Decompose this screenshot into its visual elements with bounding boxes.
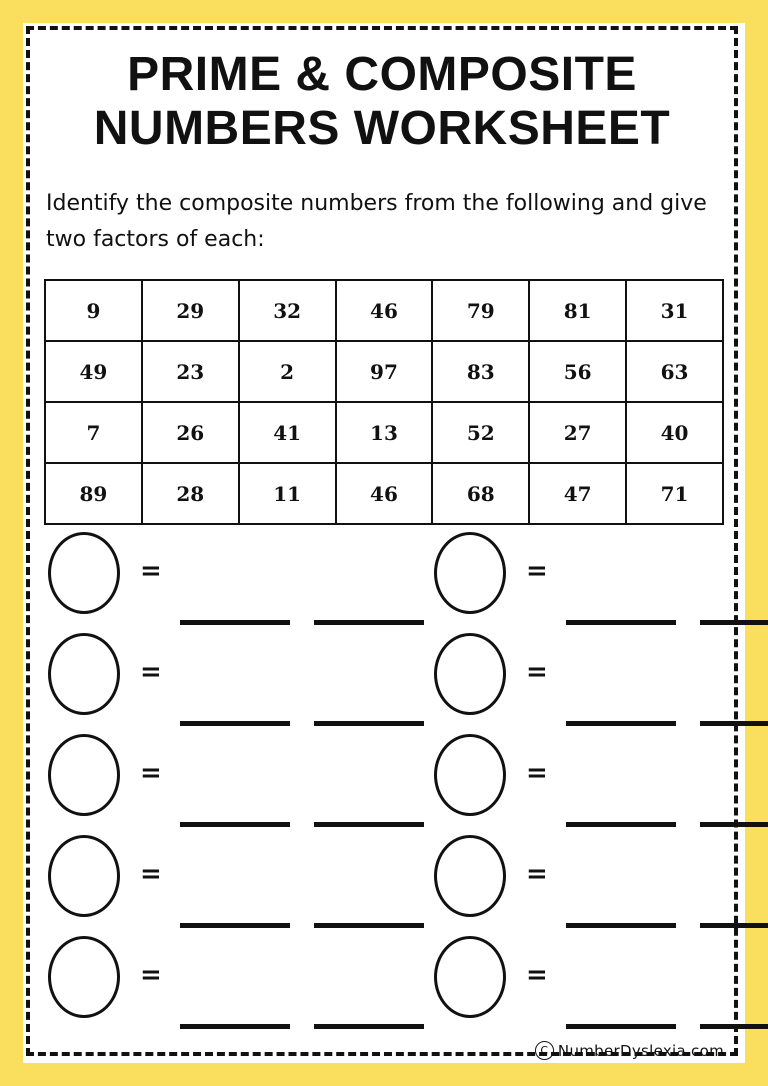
factor-blank-1[interactable] [180,822,290,827]
factor-blank-1[interactable] [180,620,290,625]
factor-blank-2[interactable] [314,721,424,726]
factor-blank-2[interactable] [700,721,768,726]
factor-blank-1[interactable] [566,822,676,827]
answer-column-right [430,528,768,1028]
number-cell[interactable]: 52 [432,402,529,463]
answer-row [430,831,768,932]
number-cell[interactable]: 68 [432,463,529,524]
answer-bubble[interactable] [48,734,120,816]
table-row [45,341,723,402]
factor-blank-1[interactable] [566,620,676,625]
number-cell[interactable]: 47 [529,463,626,524]
answer-bubble[interactable] [434,835,506,917]
number-cell[interactable]: 71 [626,463,723,524]
number-cell[interactable]: 63 [626,341,723,402]
number-cell[interactable]: 46 [336,463,433,524]
equals-sign: = [526,556,548,586]
number-cell[interactable]: 13 [336,402,433,463]
equals-sign: = [140,960,162,990]
answer-bubble[interactable] [434,734,506,816]
equals-sign: = [526,657,548,687]
answer-row [44,528,386,629]
number-cell[interactable]: 2 [239,341,336,402]
number-cell[interactable]: 31 [626,280,723,341]
factor-blank-2[interactable] [700,1024,768,1029]
factor-blank-1[interactable] [566,1024,676,1029]
answer-row [44,629,386,730]
number-table-body [45,280,723,524]
number-cell[interactable]: 97 [336,341,433,402]
answer-bubble[interactable] [48,633,120,715]
factor-blank-2[interactable] [700,923,768,928]
answer-row [430,730,768,831]
answer-row [430,528,768,629]
factor-blank-1[interactable] [180,1024,290,1029]
equals-sign: = [140,556,162,586]
number-cell[interactable]: 41 [239,402,336,463]
factor-blank-1[interactable] [180,923,290,928]
factor-blank-2[interactable] [314,1024,424,1029]
factor-blank-2[interactable] [700,620,768,625]
table-row [45,280,723,341]
factor-blank-2[interactable] [700,822,768,827]
title-line-2: NUMBERS WORKSHEET [93,102,671,155]
answer-column-left [44,528,386,1028]
number-cell[interactable]: 27 [529,402,626,463]
equals-sign: = [526,960,548,990]
answer-bubble[interactable] [434,633,506,715]
instructions-text: Identify the composite numbers from the following and give two factors of each: [46,191,707,252]
number-cell[interactable]: 9 [45,280,142,341]
table-row [45,463,723,524]
number-cell[interactable]: 23 [142,341,239,402]
number-cell[interactable]: 7 [45,402,142,463]
answer-bubble[interactable] [48,835,120,917]
number-cell[interactable]: 46 [336,280,433,341]
title-line-1: PRIME & COMPOSITE [127,48,637,101]
number-cell[interactable]: 26 [142,402,239,463]
factor-blank-1[interactable] [180,721,290,726]
copyright-icon: C [535,1041,554,1060]
factor-blank-2[interactable] [314,620,424,625]
footer-site-label: NumberDyslexia.com [557,1041,724,1060]
footer-credit [535,1041,724,1060]
equals-sign: = [140,859,162,889]
answer-row [44,730,386,831]
equals-sign: = [526,859,548,889]
number-cell[interactable]: 81 [529,280,626,341]
answer-row [430,629,768,730]
answer-bubble[interactable] [434,936,506,1018]
factor-blank-2[interactable] [314,923,424,928]
answer-row [44,831,386,932]
number-cell[interactable]: 29 [142,280,239,341]
number-table [44,279,724,525]
number-cell[interactable]: 89 [45,463,142,524]
factor-blank-1[interactable] [566,923,676,928]
factor-blank-1[interactable] [566,721,676,726]
equals-sign: = [140,758,162,788]
answer-row [430,932,768,1033]
number-cell[interactable]: 79 [432,280,529,341]
number-cell[interactable]: 40 [626,402,723,463]
equals-sign: = [526,758,548,788]
page-title [26,48,738,156]
factor-blank-2[interactable] [314,822,424,827]
number-cell[interactable]: 83 [432,341,529,402]
number-cell[interactable]: 56 [529,341,626,402]
answer-bubble[interactable] [48,936,120,1018]
number-cell[interactable]: 49 [45,341,142,402]
table-row [45,402,723,463]
equals-sign: = [140,657,162,687]
number-cell[interactable]: 11 [239,463,336,524]
answer-row [44,932,386,1033]
answer-area [44,528,728,1028]
answer-bubble[interactable] [434,532,506,614]
answer-bubble[interactable] [48,532,120,614]
number-cell[interactable]: 32 [239,280,336,341]
number-cell[interactable]: 28 [142,463,239,524]
